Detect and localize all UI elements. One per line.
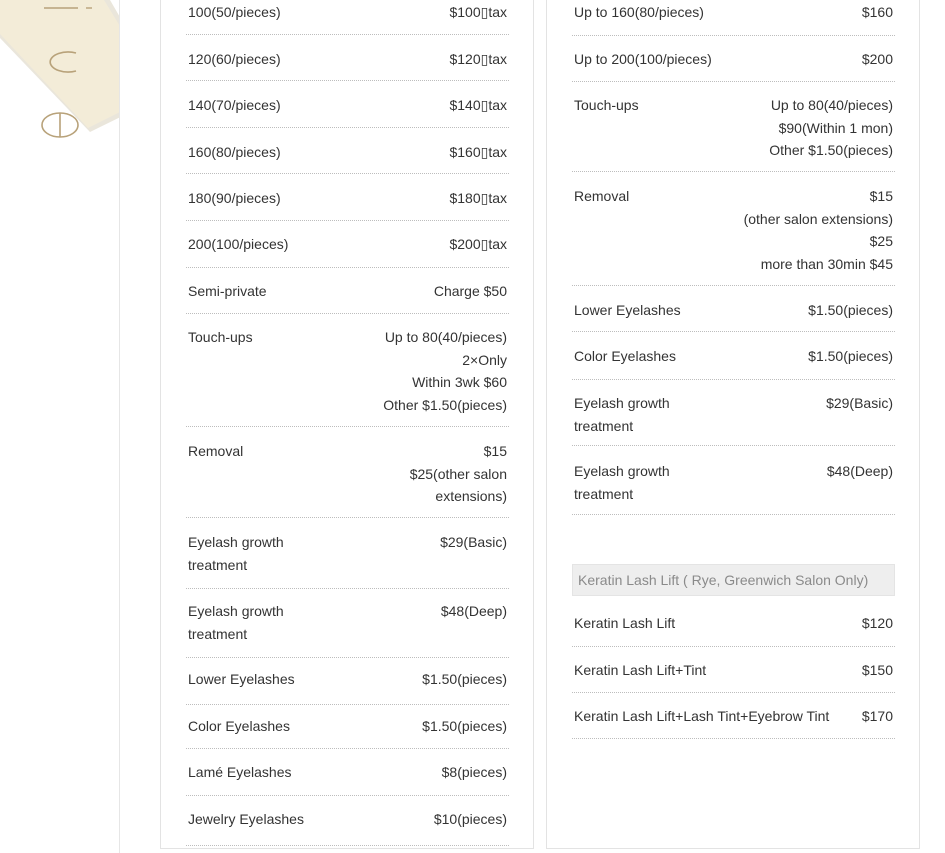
service-price: [862, 1, 893, 24]
price-row: [186, 48, 509, 81]
service-name: Up to 200(100/pieces): [574, 51, 712, 67]
service-name: 180(90/pieces): [188, 190, 281, 206]
service-name: Eyelash growth treatment: [188, 534, 284, 573]
price-row: [186, 141, 509, 174]
service-price: [434, 280, 507, 303]
keratin-section-header: Keratin Lash Lift ( Rye, Greenwich Salon Only): [572, 564, 895, 596]
service-name: 140(70/pieces): [188, 97, 281, 113]
service-name: Lamé Eyelashes: [188, 764, 292, 780]
service-price: [449, 141, 507, 164]
price-row: [572, 299, 895, 332]
price-line: extensions): [435, 488, 507, 504]
service-price: [422, 715, 507, 738]
price-line: more than 30min $45: [760, 255, 893, 272]
service-name: Eyelash growth treatment: [574, 395, 670, 434]
price-row: [186, 531, 509, 589]
service-name: Eyelash growth treatment: [188, 603, 284, 642]
price-panel-right: [546, 0, 920, 849]
service-price: [449, 187, 507, 210]
price-row: [186, 761, 509, 796]
service-price: [826, 392, 893, 415]
price-row: [572, 94, 895, 172]
price-line: $8(pieces): [441, 764, 507, 780]
price-line: $15: [483, 443, 507, 459]
price-line: Other $1.50(pieces): [769, 142, 893, 158]
price-line: $120▯tax: [449, 51, 507, 67]
price-line: $170: [861, 708, 893, 724]
service-price: [449, 1, 507, 24]
price-line: $29(Basic): [826, 395, 893, 411]
price-row: [186, 440, 509, 518]
service-price: [422, 668, 507, 691]
price-line: $15: [869, 188, 893, 204]
price-row: [186, 715, 509, 749]
service-name: Color Eyelashes: [188, 718, 290, 734]
price-row: [572, 659, 895, 693]
service-price: [434, 808, 507, 831]
price-line: Within 3wk $60: [412, 374, 507, 390]
price-line: (other salon extensions): [743, 210, 893, 227]
price-line: $160: [861, 4, 893, 20]
price-row: [186, 187, 509, 221]
price-row: [572, 345, 895, 380]
service-name: Lower Eyelashes: [574, 302, 681, 318]
price-line: $180▯tax: [449, 190, 507, 206]
price-row: [572, 392, 895, 446]
service-price: [862, 48, 893, 71]
price-line: Up to 80(40/pieces): [770, 97, 893, 113]
service-price: [449, 233, 507, 256]
service-name: 200(100/pieces): [188, 236, 289, 252]
price-line: Other $1.50(pieces): [383, 396, 507, 413]
service-name: Touch-ups: [574, 97, 639, 113]
price-line: $90(Within 1 mon): [778, 119, 893, 136]
service-price: [744, 185, 893, 275]
price-line: $48(Deep): [440, 603, 507, 619]
price-line: $150: [861, 662, 893, 678]
price-row: [186, 808, 509, 846]
price-line: Up to 80(40/pieces): [384, 329, 507, 345]
service-name: Touch-ups: [188, 329, 253, 345]
price-line: $25: [869, 233, 893, 249]
service-name: Removal: [188, 443, 244, 459]
price-row: [186, 280, 509, 314]
decorative-paper-tag: [0, 0, 119, 160]
service-name: 100(50/pieces): [188, 4, 281, 20]
price-line: $25(other salon: [409, 465, 507, 482]
price-row: [572, 460, 895, 515]
price-row: [572, 185, 895, 286]
service-price: [808, 345, 893, 368]
price-row: [186, 600, 509, 658]
price-line: $1.50(pieces): [808, 302, 893, 318]
paper-tag-shape: [0, 0, 119, 128]
price-line: Charge $50: [433, 283, 507, 299]
service-name: Jewelry Eyelashes: [188, 811, 304, 827]
price-row: [186, 94, 509, 128]
price-row: [572, 705, 895, 739]
price-row: [186, 233, 509, 268]
price-line: $160▯tax: [449, 144, 507, 160]
price-line: $200: [861, 51, 893, 67]
service-price: [862, 705, 893, 728]
sidebar: [0, 0, 120, 853]
service-name: Removal: [574, 188, 630, 204]
service-name: Keratin Lash Lift: [574, 615, 676, 631]
service-price: [827, 460, 893, 483]
price-panel-left: [160, 0, 534, 849]
service-price: [449, 48, 507, 71]
price-line: $140▯tax: [449, 97, 507, 113]
service-price: [808, 299, 893, 322]
service-price: [441, 600, 507, 623]
price-line: $1.50(pieces): [422, 718, 507, 734]
price-line: 2×Only: [462, 351, 507, 368]
price-line: $29(Basic): [440, 534, 507, 550]
service-name: Eyelash growth treatment: [574, 463, 670, 502]
price-line: $1.50(pieces): [422, 671, 507, 687]
service-price: [442, 761, 507, 784]
price-row: [572, 1, 895, 36]
price-row: [186, 1, 509, 35]
service-name: Keratin Lash Lift+Tint: [574, 662, 707, 678]
price-line: $120: [861, 615, 893, 631]
service-name: Lower Eyelashes: [188, 671, 295, 687]
service-name: Up to 160(80/pieces): [574, 4, 704, 20]
price-line: $100▯tax: [449, 4, 507, 20]
service-name: 160(80/pieces): [188, 144, 281, 160]
price-line: $48(Deep): [826, 463, 893, 479]
service-price: [410, 440, 507, 508]
service-name: Keratin Lash Lift+Lash Tint+Eyebrow Tint: [574, 708, 830, 724]
service-name: 120(60/pieces): [188, 51, 281, 67]
service-price: [769, 94, 893, 162]
service-price: [449, 94, 507, 117]
price-row: [186, 326, 509, 427]
price-line: $10(pieces): [433, 811, 507, 827]
price-row: [572, 612, 895, 647]
price-line: $1.50(pieces): [808, 348, 893, 364]
service-price: [440, 531, 507, 554]
service-price: [862, 659, 893, 682]
service-name: Color Eyelashes: [574, 348, 676, 364]
service-price: [862, 612, 893, 635]
price-row: [186, 668, 509, 705]
service-name: Semi-private: [188, 283, 267, 299]
service-price: [383, 326, 507, 416]
price-line: $200▯tax: [449, 236, 507, 252]
price-row: [572, 48, 895, 82]
